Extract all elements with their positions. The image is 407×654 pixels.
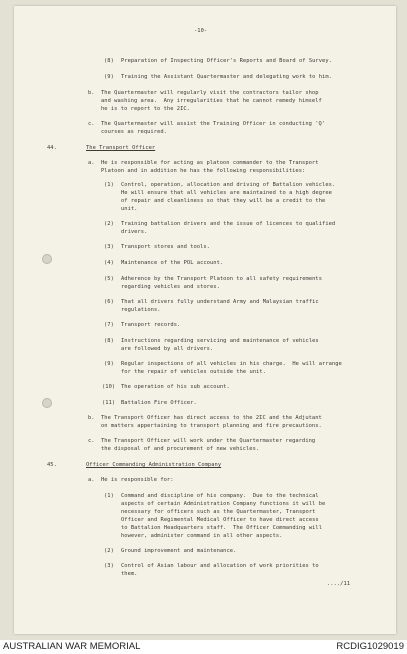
list-item-text: drivers. xyxy=(121,229,148,235)
list-item-text: Regular inspections of all vehicles in his charge. He will arrange xyxy=(121,361,342,367)
list-item-number: (6) xyxy=(104,299,114,305)
list-item-text: Control, operation, allocation and driving of Battalion vehicles. xyxy=(121,182,336,188)
list-item-text: Officer and Regimental Medical Officer to have direct access xyxy=(121,517,319,523)
list-item-text: That all drivers fully understand Army and Malaysian traffic xyxy=(121,299,319,305)
list-item-text: Maintenance of the POL account. xyxy=(121,260,224,266)
list-item-number: (8) xyxy=(104,58,114,64)
section-heading: The Transport Officer xyxy=(86,145,156,151)
list-item-text: Battalion Fire Officer. xyxy=(121,400,197,406)
para-letter: b. xyxy=(88,90,95,96)
list-item-text: The operation of his sub account. xyxy=(121,384,230,390)
list-item-text: Command and discipline of his company. Due to the technical xyxy=(121,493,319,499)
para-letter: c. xyxy=(88,121,95,127)
para-line: The Transport Officer will work under the Quartermaster regarding xyxy=(101,438,316,444)
section-number: 45. xyxy=(47,462,57,468)
list-item-number: (1) xyxy=(104,493,114,499)
para-letter: b. xyxy=(88,415,95,421)
section-number: 44. xyxy=(47,145,57,151)
list-item-text: aspects of certain Administration Company functions it will be xyxy=(121,501,326,507)
para-line: He is responsible for acting as platoon commander to the Transport xyxy=(101,160,319,166)
list-item-number: (9) xyxy=(104,74,114,80)
list-item-text: regarding vehicles and stores. xyxy=(121,284,220,290)
list-item-text: are followed by all drivers. xyxy=(121,346,214,352)
list-item-text: them. xyxy=(121,571,138,577)
page-number: -10- xyxy=(194,28,208,34)
list-item-text: Training battalion drivers and the issue of licences to qualified xyxy=(121,221,336,227)
list-item-text: Instructions regarding servicing and maintenance of vehicles xyxy=(121,338,319,344)
archive-footer xyxy=(0,640,407,654)
list-item-text: necessary for officers such as the Quartermaster, Transport xyxy=(121,509,316,515)
list-item-text: Preparation of Inspecting Officer's Reports and Board of Survey. xyxy=(121,58,332,64)
list-item-number: (11) xyxy=(102,400,116,406)
list-item-text: to Battalion Headquarters staff. The Officer Commanding will xyxy=(121,525,323,531)
list-item-text: Transport records. xyxy=(121,322,181,328)
continuation-marker: ..../11 xyxy=(327,581,351,587)
para-letter: c. xyxy=(88,438,95,444)
list-item-number: (3) xyxy=(104,244,114,250)
para-line: The Transport Officer has direct access to the 2IC and the Adjutant xyxy=(101,415,322,421)
list-item-number: (10) xyxy=(102,384,116,390)
document-page xyxy=(14,6,396,634)
para-line: The Quartermaster will assist the Training Officer in conducting 'Q' xyxy=(101,121,326,127)
list-item-text: unit. xyxy=(121,206,138,212)
list-item-number: (3) xyxy=(104,563,114,569)
list-item-text: of repair and cleanliness so that they will be a credit to the xyxy=(121,198,326,204)
para-line: the disposal of and procurement of new vehicles. xyxy=(101,446,260,452)
para-line: on matters appertaining to transport planning and fire precautions. xyxy=(101,423,322,429)
list-item-number: (5) xyxy=(104,276,114,282)
para-line: courses as required. xyxy=(101,129,167,135)
punch-hole xyxy=(42,398,52,408)
list-item-text: however, administer command in all other aspects. xyxy=(121,533,283,539)
section-heading: Officer Commanding Administration Company xyxy=(86,462,222,468)
list-item-number: (7) xyxy=(104,322,114,328)
punch-hole xyxy=(42,254,52,264)
para-line: The Quartermaster will regularly visit the contractors tailor shop xyxy=(101,90,319,96)
list-item-text: Training the Assistant Quartermaster and delegating work to him. xyxy=(121,74,332,80)
para-line: he is to report to the 2IC. xyxy=(101,106,190,112)
list-item-text: regulations. xyxy=(121,307,161,313)
list-item-number: (1) xyxy=(104,182,114,188)
para-letter: a. xyxy=(88,160,95,166)
para-letter: a. xyxy=(88,477,95,483)
list-item-text: Ground improvement and maintenance. xyxy=(121,548,237,554)
list-item-text: Control of Asian labour and allocation of work priorities to xyxy=(121,563,319,569)
para-line: Platoon and in addition he has the following responsibilities: xyxy=(101,168,306,174)
list-item-number: (2) xyxy=(104,548,114,554)
list-item-number: (4) xyxy=(104,260,114,266)
list-item-text: He will ensure that all vehicles are maintained to a high degree xyxy=(121,190,332,196)
archive-reference: RCDIG1029019 xyxy=(336,641,404,652)
list-item-text: for the repair of vehicles outside the unit. xyxy=(121,369,266,375)
list-item-text: Adherence by the Transport Platoon to all safety requirements xyxy=(121,276,323,282)
para-line: He is responsible for: xyxy=(101,477,174,483)
list-item-text: Transport stores and tools. xyxy=(121,244,210,250)
archive-name: AUSTRALIAN WAR MEMORIAL xyxy=(3,641,141,652)
list-item-number: (9) xyxy=(104,361,114,367)
list-item-number: (2) xyxy=(104,221,114,227)
list-item-number: (8) xyxy=(104,338,114,344)
para-line: and washing area. Any irregularities that he cannot remedy himself xyxy=(101,98,322,104)
